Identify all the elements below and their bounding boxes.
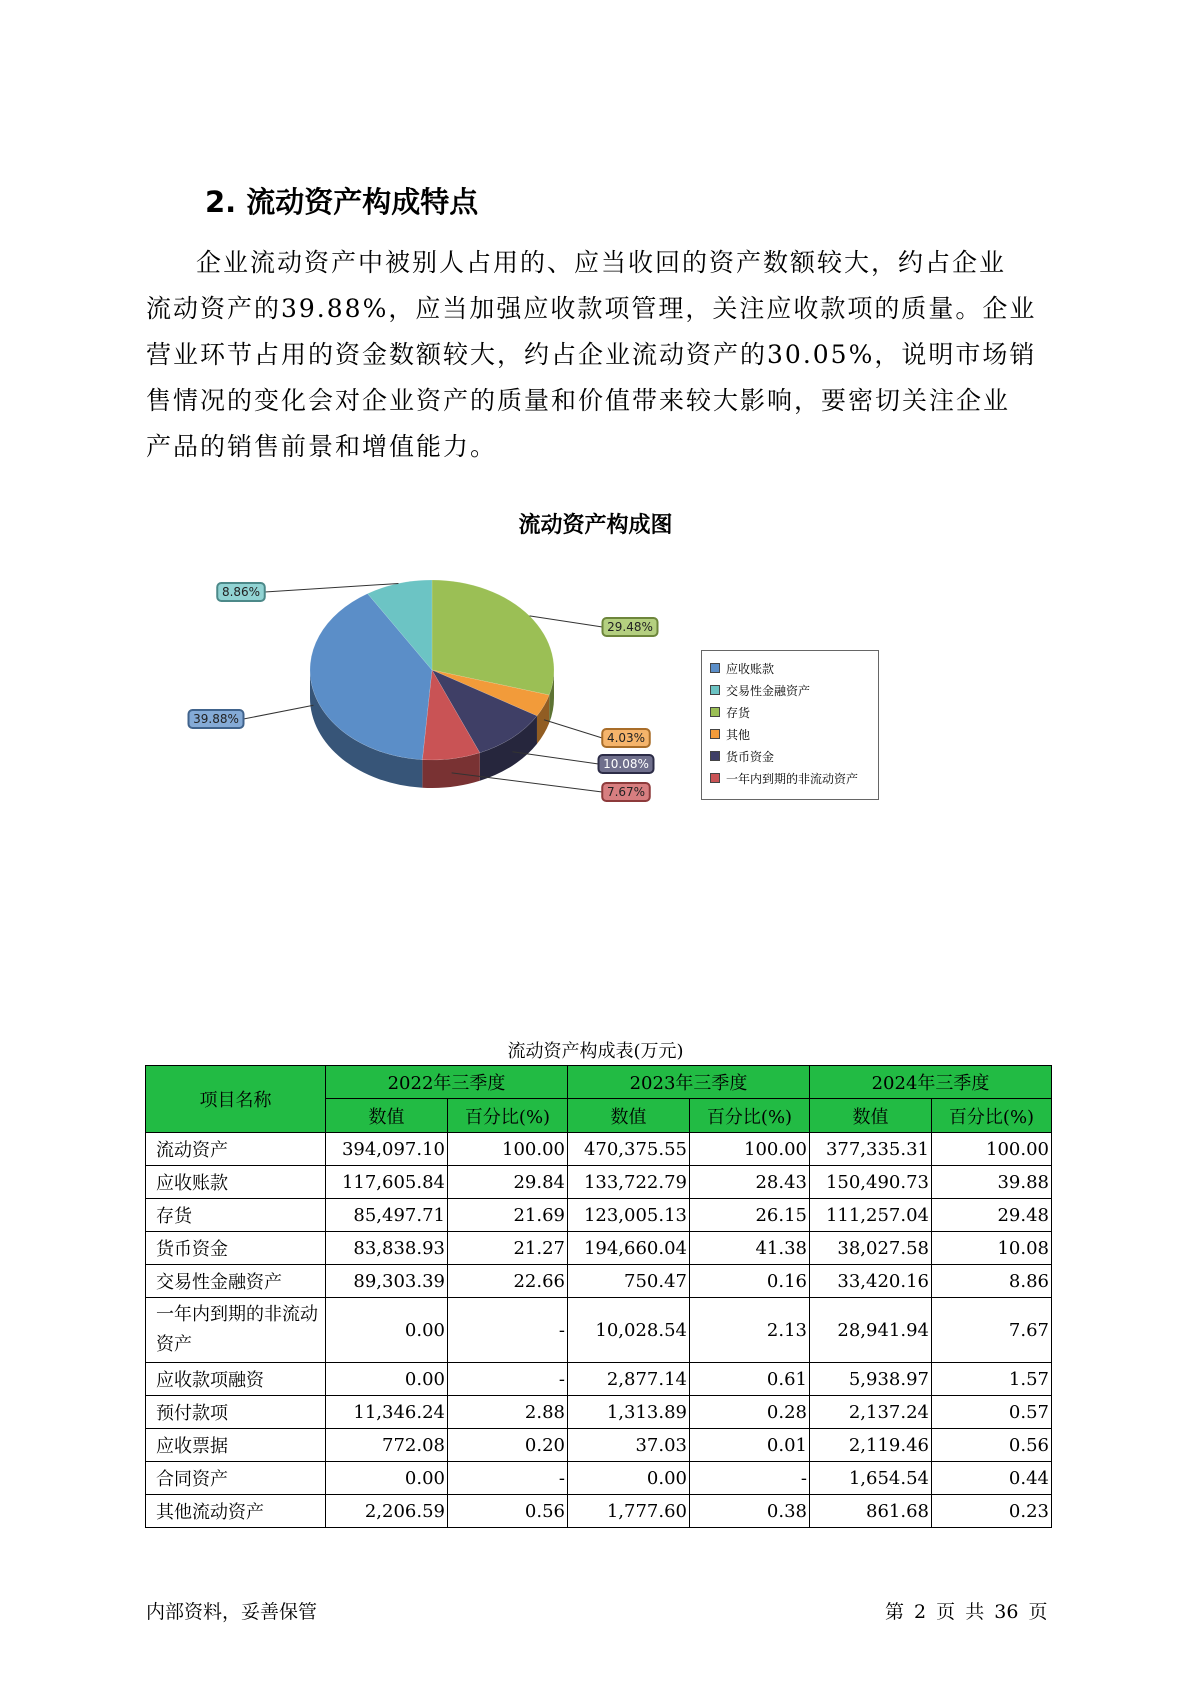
legend-label: 其他 — [726, 727, 751, 742]
paragraph-line: 流动资产的39.88%，应当加强应收款项管理，关注应收款项的质量。企业 — [146, 294, 1037, 323]
cell-percent: 10.08 — [932, 1232, 1052, 1265]
footer-confidential: 内部资料，妥善保管 — [146, 1601, 318, 1623]
cell-value: 470,375.55 — [568, 1133, 690, 1166]
cell-percent: 0.23 — [932, 1495, 1052, 1528]
legend-item — [710, 745, 878, 767]
cell-value: 28,941.94 — [810, 1298, 932, 1363]
header-item-name: 项目名称 — [146, 1066, 326, 1133]
paragraph-line: 产品的销售前景和增值能力。 — [146, 432, 498, 461]
row-label: 应收账款 — [146, 1166, 326, 1199]
callout-line — [512, 752, 598, 764]
paragraph-line: 营业环节占用的资金数额较大，约占企业流动资产的30.05%，说明市场销 — [146, 340, 1037, 369]
cell-value: 33,420.16 — [810, 1265, 932, 1298]
table-row — [146, 1133, 1052, 1166]
data-label: 8.86% — [221, 585, 261, 599]
cell-value: 10,028.54 — [568, 1298, 690, 1363]
table-row — [146, 1232, 1052, 1265]
cell-percent: - — [448, 1363, 568, 1396]
header-value: 数值 — [326, 1099, 448, 1133]
cell-percent: 39.88 — [932, 1166, 1052, 1199]
chart-title: 流动资产构成图 — [518, 513, 673, 538]
cell-percent: 0.57 — [932, 1396, 1052, 1429]
cell-value: 83,838.93 — [326, 1232, 448, 1265]
data-label: 39.88% — [193, 712, 239, 726]
row-label: 流动资产 — [146, 1133, 326, 1166]
cell-value: 0.00 — [568, 1462, 690, 1495]
cell-value: 89,303.39 — [326, 1265, 448, 1298]
legend-swatch — [710, 751, 720, 761]
cell-value: 2,206.59 — [326, 1495, 448, 1528]
paragraph-line: 售情况的变化会对企业资产的质量和价值带来较大影响，要密切关注企业 — [146, 386, 1011, 415]
cell-value: 0.00 — [326, 1298, 448, 1363]
table-row — [146, 1396, 1052, 1429]
cell-value: 1,654.54 — [810, 1462, 932, 1495]
table-row — [146, 1495, 1052, 1528]
cell-percent: 26.15 — [690, 1199, 810, 1232]
cell-value: 1,313.89 — [568, 1396, 690, 1429]
table-row — [146, 1462, 1052, 1495]
cell-percent: 29.84 — [448, 1166, 568, 1199]
legend-item — [710, 679, 878, 701]
row-label: 应收款项融资 — [146, 1363, 326, 1396]
header-period: 2022年三季度 — [326, 1066, 568, 1099]
cell-value: 1,777.60 — [568, 1495, 690, 1528]
cell-percent: 100.00 — [932, 1133, 1052, 1166]
data-label: 7.67% — [606, 785, 646, 799]
cell-percent: 0.44 — [932, 1462, 1052, 1495]
cell-value: 111,257.04 — [810, 1199, 932, 1232]
cell-value: 394,097.10 — [326, 1133, 448, 1166]
cell-value: 38,027.58 — [810, 1232, 932, 1265]
row-label: 交易性金融资产 — [146, 1265, 326, 1298]
cell-value: 2,119.46 — [810, 1429, 932, 1462]
cell-value: 0.00 — [326, 1363, 448, 1396]
paragraph-line: 企业流动资产中被别人占用的、应当收回的资产数额较大，约占企业 — [196, 248, 1007, 277]
data-label: 29.48% — [607, 620, 653, 634]
table-row — [146, 1363, 1052, 1396]
cell-value: 150,490.73 — [810, 1166, 932, 1199]
callout-line — [244, 705, 314, 719]
cell-percent: 0.56 — [932, 1429, 1052, 1462]
legend-label: 存货 — [726, 705, 751, 720]
table-caption: 流动资产构成表(万元) — [507, 1041, 684, 1062]
cell-percent: 22.66 — [448, 1265, 568, 1298]
cell-percent: 2.13 — [690, 1298, 810, 1363]
header-value: 数值 — [568, 1099, 690, 1133]
table-row — [146, 1265, 1052, 1298]
table-row — [146, 1429, 1052, 1462]
legend-item — [710, 701, 878, 723]
cell-percent: - — [448, 1298, 568, 1363]
legend-item — [710, 723, 878, 745]
cell-value: 123,005.13 — [568, 1199, 690, 1232]
row-label: 一年内到期的非流动资产 — [146, 1298, 326, 1363]
cell-percent: 1.57 — [932, 1363, 1052, 1396]
table-row — [146, 1199, 1052, 1232]
cell-percent: 100.00 — [448, 1133, 568, 1166]
row-label: 应收票据 — [146, 1429, 326, 1462]
legend-item — [710, 767, 878, 789]
cell-value: 2,877.14 — [568, 1363, 690, 1396]
cell-percent: 7.67 — [932, 1298, 1052, 1363]
cell-value: 117,605.84 — [326, 1166, 448, 1199]
legend-label: 货币资金 — [726, 749, 775, 764]
cell-value: 11,346.24 — [326, 1396, 448, 1429]
chart-legend — [701, 650, 879, 800]
cell-percent: 41.38 — [690, 1232, 810, 1265]
cell-percent: 0.38 — [690, 1495, 810, 1528]
data-label: 10.08% — [603, 757, 649, 771]
header-value: 数值 — [810, 1099, 932, 1133]
current-assets-table — [145, 1065, 1052, 1528]
header-percent: 百分比(%) — [932, 1099, 1052, 1133]
cell-percent: 0.01 — [690, 1429, 810, 1462]
cell-value: 37.03 — [568, 1429, 690, 1462]
cell-percent: - — [690, 1462, 810, 1495]
cell-value: 85,497.71 — [326, 1199, 448, 1232]
section-heading: 2. 流动资产构成特点 — [205, 185, 479, 219]
header-percent: 百分比(%) — [690, 1099, 810, 1133]
legend-item — [710, 657, 878, 679]
legend-swatch — [710, 663, 720, 673]
cell-value: 861.68 — [810, 1495, 932, 1528]
cell-percent: 29.48 — [932, 1199, 1052, 1232]
cell-percent: 8.86 — [932, 1265, 1052, 1298]
cell-percent: 0.56 — [448, 1495, 568, 1528]
cell-value: 194,660.04 — [568, 1232, 690, 1265]
cell-value: 5,938.97 — [810, 1363, 932, 1396]
cell-percent: 28.43 — [690, 1166, 810, 1199]
header-percent: 百分比(%) — [448, 1099, 568, 1133]
cell-value: 0.00 — [326, 1462, 448, 1495]
row-label: 其他流动资产 — [146, 1495, 326, 1528]
cell-value: 750.47 — [568, 1265, 690, 1298]
cell-value: 772.08 — [326, 1429, 448, 1462]
row-label: 预付款项 — [146, 1396, 326, 1429]
cell-percent: 2.88 — [448, 1396, 568, 1429]
table-row — [146, 1166, 1052, 1199]
cell-value: 377,335.31 — [810, 1133, 932, 1166]
cell-value: 133,722.79 — [568, 1166, 690, 1199]
legend-swatch — [710, 729, 720, 739]
legend-label: 交易性金融资产 — [726, 683, 811, 698]
cell-percent: 100.00 — [690, 1133, 810, 1166]
callout-line — [544, 720, 602, 738]
footer-page-number: 第 2 页 共 36 页 — [885, 1601, 1048, 1623]
legend-swatch — [710, 685, 720, 695]
header-period: 2023年三季度 — [568, 1066, 810, 1099]
cell-percent: 21.27 — [448, 1232, 568, 1265]
row-label: 合同资产 — [146, 1462, 326, 1495]
cell-percent: 0.20 — [448, 1429, 568, 1462]
cell-percent: 0.28 — [690, 1396, 810, 1429]
data-label: 4.03% — [606, 731, 646, 745]
row-label: 货币资金 — [146, 1232, 326, 1265]
cell-percent: 21.69 — [448, 1199, 568, 1232]
legend-label: 应收账款 — [726, 661, 775, 676]
cell-percent: 0.61 — [690, 1363, 810, 1396]
callout-line — [530, 616, 603, 627]
table-row — [146, 1298, 1052, 1363]
row-label: 存货 — [146, 1199, 326, 1232]
cell-value: 2,137.24 — [810, 1396, 932, 1429]
cell-percent: - — [448, 1462, 568, 1495]
header-period: 2024年三季度 — [810, 1066, 1052, 1099]
legend-swatch — [710, 707, 720, 717]
cell-percent: 0.16 — [690, 1265, 810, 1298]
legend-label: 一年内到期的非流动资产 — [726, 771, 859, 786]
legend-swatch — [710, 773, 720, 783]
